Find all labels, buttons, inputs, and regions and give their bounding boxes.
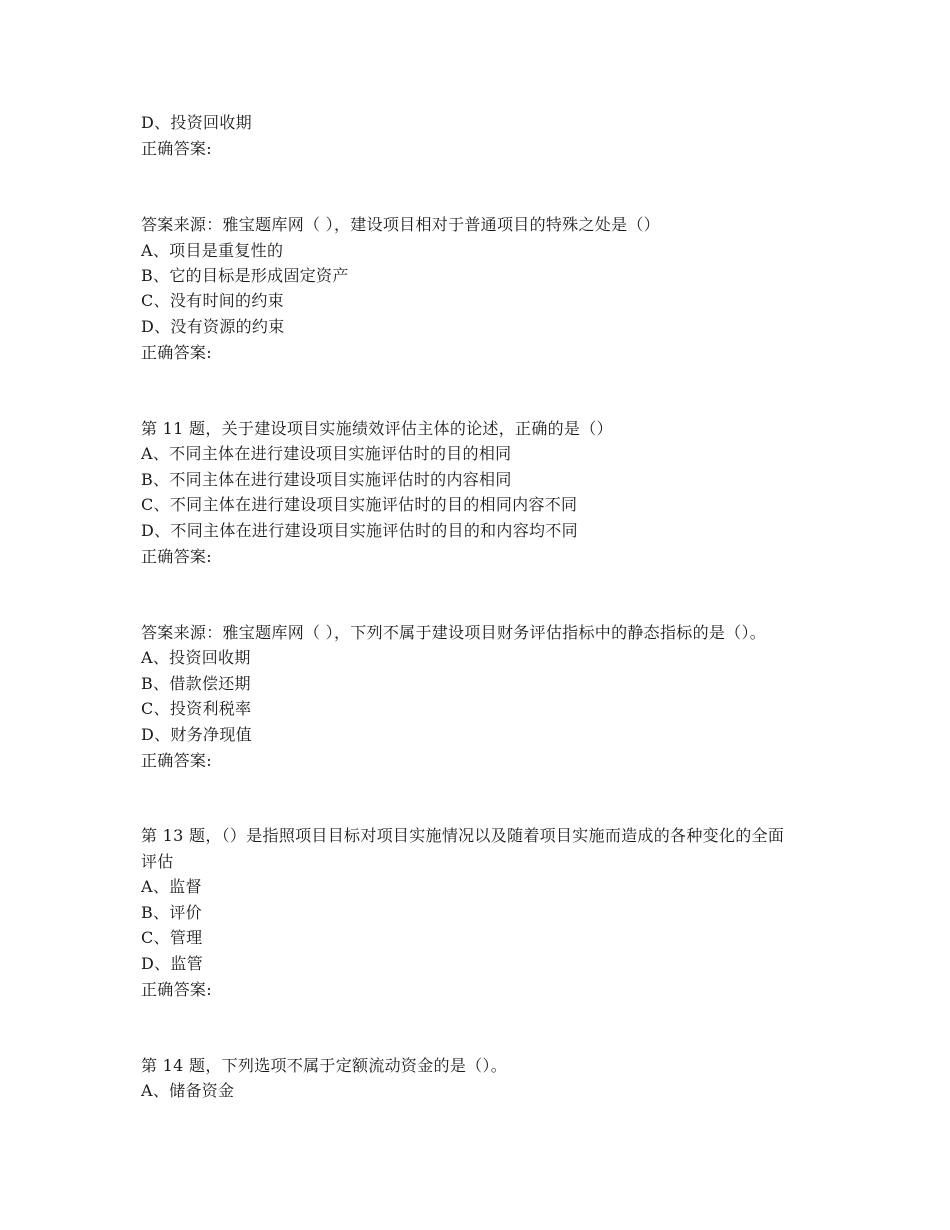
option-c: C、管理 xyxy=(141,928,203,947)
option-c: C、没有时间的约束 xyxy=(141,291,284,310)
question-text: 答案来源：雅宝题库网（ ），建设项目相对于普通项目的特殊之处是（） xyxy=(141,215,660,234)
option-a: A、监督 xyxy=(141,877,202,896)
option-b: B、借款偿还期 xyxy=(141,674,251,693)
option-a: A、储备资金 xyxy=(141,1081,235,1100)
option-b: B、不同主体在进行建设项目实施评估时的内容相同 xyxy=(141,470,512,489)
answer-label: 正确答案: xyxy=(141,751,212,770)
answer-label: 正确答案: xyxy=(141,139,212,158)
option-b: B、评价 xyxy=(141,903,202,922)
option-c: C、投资利税率 xyxy=(141,699,252,718)
question-text-continued: 评估 xyxy=(141,852,174,871)
answer-label: 正确答案: xyxy=(141,343,212,362)
question-text: 第 13 题，（）是指照项目目标对项目实施情况以及随着项目实施而造成的各种变化的全面 xyxy=(141,826,785,845)
option-a: A、不同主体在进行建设项目实施评估时的目的相同 xyxy=(141,444,512,463)
answer-label: 正确答案: xyxy=(141,547,212,566)
question-text: 第 11 题，关于建设项目实施绩效评估主体的论述，正确的是（） xyxy=(141,419,613,438)
option-d: D、监管 xyxy=(141,954,204,973)
option-a: A、项目是重复性的 xyxy=(141,241,284,260)
option-a: A、投资回收期 xyxy=(141,648,251,667)
question-text: 答案来源：雅宝题库网（ ），下列不属于建设项目财务评估指标中的静态指标的是（）。 xyxy=(141,623,767,642)
option-c: C、不同主体在进行建设项目实施评估时的目的相同内容不同 xyxy=(141,495,578,514)
option-d: D、投资回收期 xyxy=(141,113,252,132)
answer-label: 正确答案: xyxy=(141,980,212,999)
option-d: D、不同主体在进行建设项目实施评估时的目的和内容均不同 xyxy=(141,521,578,540)
option-d: D、没有资源的约束 xyxy=(141,317,285,336)
option-d: D、财务净现值 xyxy=(141,725,252,744)
option-b: B、它的目标是形成固定资产 xyxy=(141,266,349,285)
question-text: 第 14 题，下列选项不属于定额流动资金的是（）。 xyxy=(141,1056,508,1075)
